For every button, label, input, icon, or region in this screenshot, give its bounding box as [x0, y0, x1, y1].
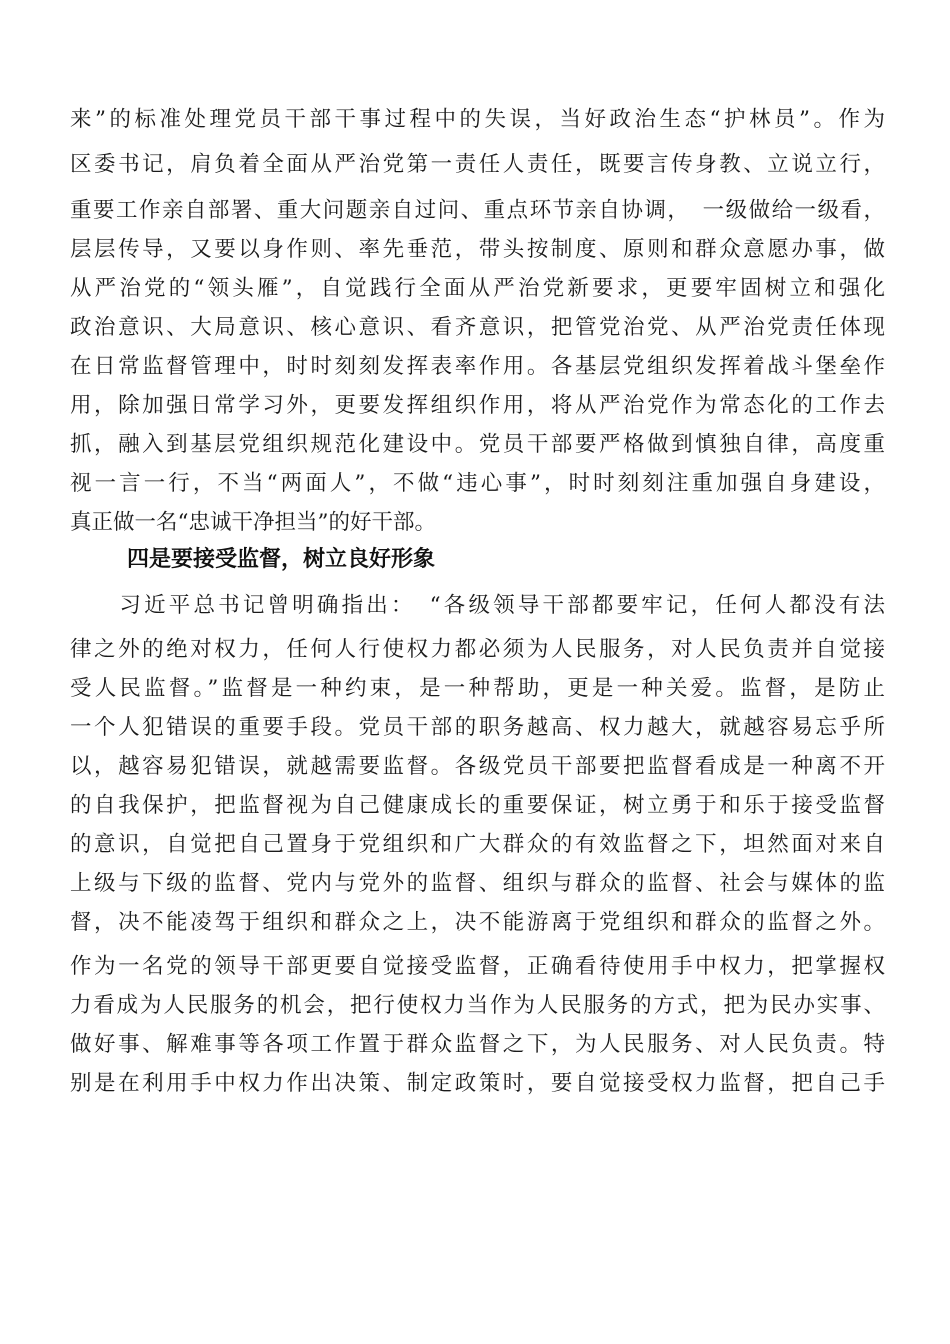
text-line: 用，除加强日常学习外，更要发挥组织作用，将从严治党作为常态化的工作去 [70, 393, 885, 418]
text-line: 受人民监督。”监督是一种约束，是一种帮助，更是一种关爱。监督，是防止 [70, 676, 885, 701]
text-line: 习近平总书记曾明确指出： “各级领导干部都要牢记，任何人都没有法 [70, 593, 885, 618]
text-line: 一个人犯错误的重要手段。党员干部的职务越高、权力越大，就越容易忘乎所 [70, 715, 885, 740]
text-line: 督，决不能凌驾于组织和群众之上，决不能游离于党组织和群众的监督之外。 [70, 910, 885, 935]
text-line: 做好事、解难事等各项工作置于群众监督之下，为人民服务、对人民负责。特 [70, 1032, 885, 1057]
text-line: 区委书记，肩负着全面从严治党第一责任人责任，既要言传身教、立说立行， [70, 152, 885, 177]
text-line: 层层传导，又要以身作则、率先垂范，带头按制度、原则和群众意愿办事，做 [70, 237, 885, 262]
text-line: 真正做一名“忠诚干净担当”的好干部。 [70, 510, 436, 535]
text-line: 重要工作亲自部署、重大问题亲自过问、重点环节亲自协调， 一级做给一级看， [70, 198, 885, 223]
text-line: 政治意识、大局意识、核心意识、看齐意识，把管党治党、从严治党责任体现 [70, 315, 885, 340]
text-line: 作为一名党的领导干部更要自觉接受监督，正确看待使用手中权力，把掌握权 [70, 954, 885, 979]
text-line: 律之外的绝对权力，任何人行使权力都必须为人民服务，对人民负责并自觉接 [70, 637, 885, 662]
text-line: 以，越容易犯错误，就越需要监督。各级党员干部要把监督看成是一种离不开 [70, 754, 885, 779]
text-line: 抓，融入到基层党组织规范化建设中。党员干部要严格做到慎独自律，高度重 [70, 432, 885, 457]
text-line: 视一言一行，不当“两面人”，不做“违心事”，时时刻刻注重加强自身建设， [70, 471, 885, 496]
text-line: 从严治党的“领头雁”，自觉践行全面从严治党新要求，更要牢固树立和强化 [70, 276, 885, 301]
text-line: 上级与下级的监督、党内与党外的监督、组织与群众的监督、社会与媒体的监 [70, 871, 885, 896]
section-heading: 四是要接受监督，树立良好形象 [127, 547, 436, 572]
text-line: 的自我保护，把监督视为自己健康成长的重要保证，树立勇于和乐于接受监督 [70, 793, 885, 818]
text-line: 来”的标准处理党员干部干事过程中的失误，当好政治生态“护林员”。作为 [70, 107, 885, 132]
text-line: 力看成为人民服务的机会，把行使权力当作为人民服务的方式，把为民办实事、 [70, 993, 885, 1018]
text-line: 的意识，自觉把自己置身于党组织和广大群众的有效监督之下，坦然面对来自 [70, 832, 885, 857]
text-line: 别是在利用手中权力作出决策、制定政策时，要自觉接受权力监督，把自己手 [70, 1071, 885, 1096]
text-line: 在日常监督管理中，时时刻刻发挥表率作用。各基层党组织发挥着战斗堡垒作 [70, 354, 885, 379]
